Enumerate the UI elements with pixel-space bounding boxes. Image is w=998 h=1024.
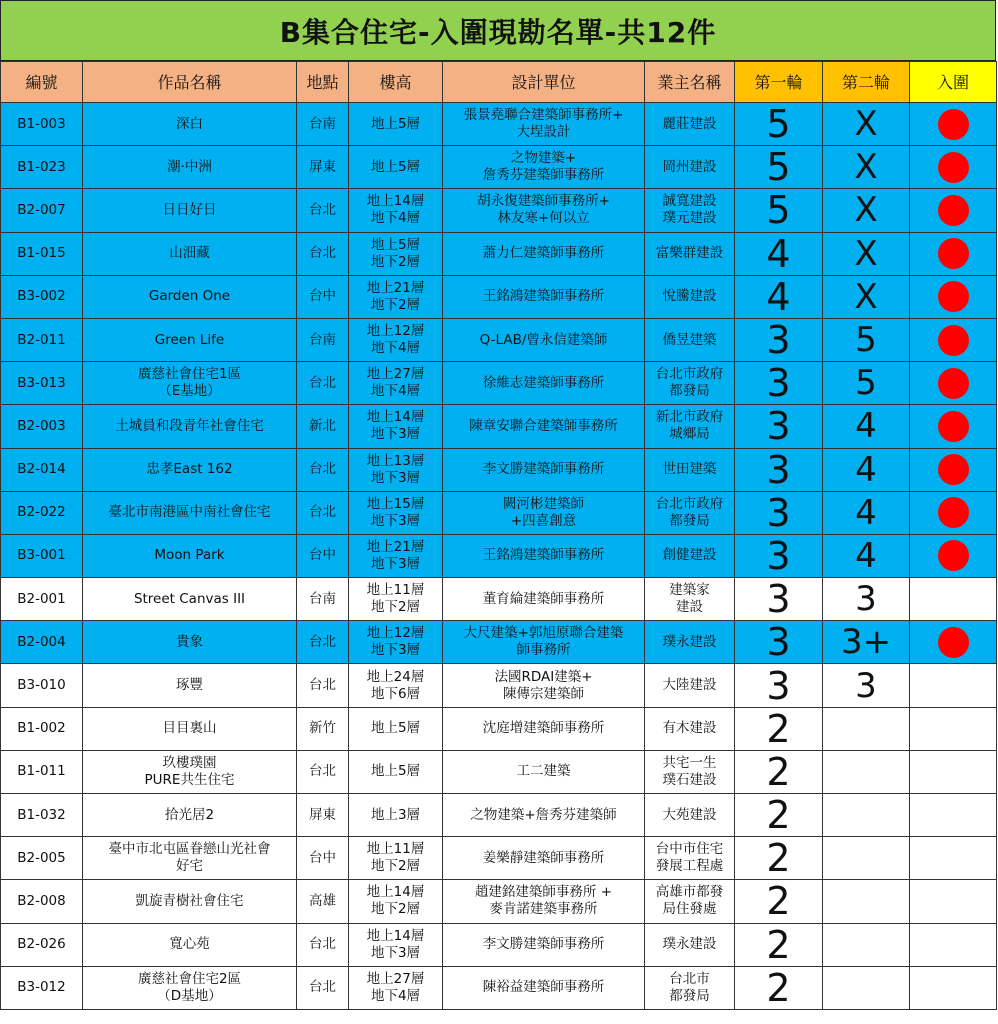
- header-location[interactable]: 地點: [297, 62, 349, 103]
- cell-round1[interactable]: 3: [735, 578, 823, 621]
- table-row: [1, 275, 997, 318]
- cell-name[interactable]: 寬心苑: [83, 923, 297, 966]
- cell-owner[interactable]: 誠寬建設 璞元建設: [645, 189, 735, 232]
- header-round1[interactable]: 第一輪: [735, 62, 823, 103]
- cell-floors[interactable]: 地上12層 地下4層: [349, 318, 443, 361]
- cell-round2[interactable]: [823, 880, 910, 923]
- header-id[interactable]: 編號: [1, 62, 83, 103]
- cell-id[interactable]: B2-003: [1, 405, 83, 448]
- table-body: [1, 103, 997, 1010]
- cell-round1[interactable]: 3: [735, 491, 823, 534]
- cell-owner[interactable]: 僑昱建築: [645, 318, 735, 361]
- cell-round1[interactable]: 5: [735, 103, 823, 146]
- cell-id[interactable]: B2-005: [1, 837, 83, 880]
- cell-round1[interactable]: 2: [735, 707, 823, 750]
- selected-dot-icon: [938, 540, 969, 571]
- cell-round2[interactable]: [823, 750, 910, 793]
- cell-round1[interactable]: 3: [735, 534, 823, 577]
- cell-location[interactable]: 台北: [297, 362, 349, 405]
- cell-name[interactable]: 忠孝East 162: [83, 448, 297, 491]
- cell-id[interactable]: B2-026: [1, 923, 83, 966]
- cell-floors[interactable]: 地上13層 地下3層: [349, 448, 443, 491]
- selected-dot-icon: [938, 195, 969, 226]
- cell-location[interactable]: 高雄: [297, 880, 349, 923]
- cell-id[interactable]: B2-014: [1, 448, 83, 491]
- cell-name[interactable]: 山沺藏: [83, 232, 297, 275]
- table-row: [1, 362, 997, 405]
- cell-selected[interactable]: [910, 232, 997, 275]
- cell-owner[interactable]: 大陸建設: [645, 664, 735, 707]
- cell-location[interactable]: 台北: [297, 621, 349, 664]
- cell-round1[interactable]: 2: [735, 837, 823, 880]
- cell-location[interactable]: 屏東: [297, 146, 349, 189]
- cell-owner[interactable]: 台北市政府 都發局: [645, 491, 735, 534]
- cell-owner[interactable]: 共宅一生 璞石建設: [645, 750, 735, 793]
- cell-owner[interactable]: 創健建設: [645, 534, 735, 577]
- header-round2[interactable]: 第二輪: [823, 62, 910, 103]
- cell-round1[interactable]: 5: [735, 189, 823, 232]
- shortlist-table: [0, 61, 997, 1010]
- cell-location[interactable]: 台北: [297, 966, 349, 1009]
- cell-location[interactable]: 台北: [297, 491, 349, 534]
- cell-round2[interactable]: 5: [823, 362, 910, 405]
- cell-id[interactable]: B3-002: [1, 275, 83, 318]
- cell-round2[interactable]: [823, 794, 910, 837]
- cell-id[interactable]: B2-001: [1, 578, 83, 621]
- cell-owner[interactable]: 台北市政府 都發局: [645, 362, 735, 405]
- cell-round1[interactable]: 4: [735, 232, 823, 275]
- selected-dot-icon: [938, 368, 969, 399]
- cell-location[interactable]: 台北: [297, 923, 349, 966]
- cell-round1[interactable]: 4: [735, 275, 823, 318]
- cell-round2[interactable]: [823, 837, 910, 880]
- cell-round2[interactable]: 5: [823, 318, 910, 361]
- cell-floors[interactable]: 地上5層: [349, 103, 443, 146]
- cell-selected[interactable]: [910, 750, 997, 793]
- table-row: [1, 750, 997, 793]
- cell-location[interactable]: 台北: [297, 750, 349, 793]
- cell-designer[interactable]: 沈庭增建築師事務所: [443, 707, 645, 750]
- cell-round1[interactable]: 2: [735, 794, 823, 837]
- cell-round1[interactable]: 5: [735, 146, 823, 189]
- cell-designer[interactable]: 張景堯聯合建築師事務所+ 大埕設計: [443, 103, 645, 146]
- cell-owner[interactable]: 有木建設: [645, 707, 735, 750]
- table-row: [1, 880, 997, 923]
- cell-name[interactable]: 日日好日: [83, 189, 297, 232]
- cell-floors[interactable]: 地上11層 地下2層: [349, 837, 443, 880]
- cell-name[interactable]: 臺北市南港區中南社會住宅: [83, 491, 297, 534]
- cell-selected[interactable]: [910, 491, 997, 534]
- table-row: [1, 621, 997, 664]
- cell-id[interactable]: B2-004: [1, 621, 83, 664]
- cell-name[interactable]: 土城員和段青年社會住宅: [83, 405, 297, 448]
- cell-round1[interactable]: 3: [735, 405, 823, 448]
- cell-name[interactable]: Green Life: [83, 318, 297, 361]
- cell-location[interactable]: 台北: [297, 448, 349, 491]
- cell-id[interactable]: B3-010: [1, 664, 83, 707]
- cell-name[interactable]: 玖樓璞園 PURE共生住宅: [83, 750, 297, 793]
- cell-name[interactable]: 潮‧中洲: [83, 146, 297, 189]
- selected-dot-icon: [938, 627, 969, 658]
- header-selected[interactable]: 入圍: [910, 62, 997, 103]
- selected-dot-icon: [938, 109, 969, 140]
- cell-selected[interactable]: [910, 405, 997, 448]
- cell-round1[interactable]: 2: [735, 880, 823, 923]
- cell-floors[interactable]: 地上5層 地下2層: [349, 232, 443, 275]
- cell-round2[interactable]: 4: [823, 491, 910, 534]
- cell-location[interactable]: 屏東: [297, 794, 349, 837]
- cell-round1[interactable]: 2: [735, 966, 823, 1009]
- cell-round2[interactable]: 4: [823, 405, 910, 448]
- cell-location[interactable]: 台中: [297, 837, 349, 880]
- cell-location[interactable]: 新竹: [297, 707, 349, 750]
- cell-designer[interactable]: 李文勝建築師事務所: [443, 923, 645, 966]
- header-owner[interactable]: 業主名稱: [645, 62, 735, 103]
- table-row: [1, 966, 997, 1009]
- cell-designer[interactable]: 大尺建築+郭旭原聯合建築 師事務所: [443, 621, 645, 664]
- cell-name[interactable]: 臺中市北屯區眷戀山光社會 好宅: [83, 837, 297, 880]
- cell-round2[interactable]: X: [823, 146, 910, 189]
- cell-selected[interactable]: [910, 318, 997, 361]
- cell-selected[interactable]: [910, 664, 997, 707]
- cell-id[interactable]: B1-015: [1, 232, 83, 275]
- cell-owner[interactable]: 台中市住宅 發展工程處: [645, 837, 735, 880]
- cell-round1[interactable]: 3: [735, 318, 823, 361]
- cell-floors[interactable]: 地上12層 地下3層: [349, 621, 443, 664]
- cell-selected[interactable]: [910, 923, 997, 966]
- cell-round2[interactable]: [823, 966, 910, 1009]
- cell-selected[interactable]: [910, 189, 997, 232]
- cell-round2[interactable]: X: [823, 189, 910, 232]
- sheet-title: B集合住宅-入圍現勘名單-共12件: [0, 0, 996, 61]
- selected-dot-icon: [938, 152, 969, 183]
- cell-designer[interactable]: 姜樂靜建築師事務所: [443, 837, 645, 880]
- cell-owner[interactable]: 岡州建設: [645, 146, 735, 189]
- table-row: [1, 405, 997, 448]
- cell-selected[interactable]: [910, 707, 997, 750]
- cell-round1[interactable]: 3: [735, 664, 823, 707]
- cell-selected[interactable]: [910, 578, 997, 621]
- cell-name[interactable]: 貴象: [83, 621, 297, 664]
- cell-round2[interactable]: X: [823, 232, 910, 275]
- table-row: [1, 189, 997, 232]
- cell-owner[interactable]: 璞永建設: [645, 923, 735, 966]
- table-row: [1, 923, 997, 966]
- cell-designer[interactable]: 趙建銘建築師事務所 + 麥肯諾建築事務所: [443, 880, 645, 923]
- cell-selected[interactable]: [910, 966, 997, 1009]
- cell-location[interactable]: 台北: [297, 664, 349, 707]
- cell-selected[interactable]: [910, 794, 997, 837]
- cell-designer[interactable]: 王銘鴻建築師事務所: [443, 275, 645, 318]
- cell-floors[interactable]: 地上14層 地下4層: [349, 189, 443, 232]
- cell-floors[interactable]: 地上14層 地下3層: [349, 923, 443, 966]
- cell-id[interactable]: B1-032: [1, 794, 83, 837]
- cell-floors[interactable]: 地上5層: [349, 750, 443, 793]
- cell-name[interactable]: 目目裏山: [83, 707, 297, 750]
- cell-location[interactable]: 新北: [297, 405, 349, 448]
- header-floors[interactable]: 樓高: [349, 62, 443, 103]
- cell-round2[interactable]: [823, 707, 910, 750]
- cell-round2[interactable]: 3: [823, 578, 910, 621]
- cell-id[interactable]: B1-002: [1, 707, 83, 750]
- cell-designer[interactable]: 陳裕益建築師事務所: [443, 966, 645, 1009]
- cell-owner[interactable]: 麗莊建設: [645, 103, 735, 146]
- cell-id[interactable]: B3-013: [1, 362, 83, 405]
- cell-id[interactable]: B1-023: [1, 146, 83, 189]
- cell-owner[interactable]: 世田建築: [645, 448, 735, 491]
- cell-designer[interactable]: 闕河彬建築師 +四喜創意: [443, 491, 645, 534]
- cell-designer[interactable]: 之物建築+詹秀芬建築師: [443, 794, 645, 837]
- selected-dot-icon: [938, 454, 969, 485]
- cell-id[interactable]: B1-003: [1, 103, 83, 146]
- table-row: [1, 707, 997, 750]
- cell-floors[interactable]: 地上24層 地下6層: [349, 664, 443, 707]
- cell-floors[interactable]: 地上21層 地下3層: [349, 534, 443, 577]
- cell-location[interactable]: 台南: [297, 318, 349, 361]
- cell-designer[interactable]: 董育綸建築師事務所: [443, 578, 645, 621]
- cell-designer[interactable]: 胡永復建築師事務所+ 林友寒+何以立: [443, 189, 645, 232]
- table-row: [1, 534, 997, 577]
- selected-dot-icon: [938, 411, 969, 442]
- table-row: [1, 448, 997, 491]
- cell-id[interactable]: B2-011: [1, 318, 83, 361]
- cell-selected[interactable]: [910, 534, 997, 577]
- cell-selected[interactable]: [910, 880, 997, 923]
- cell-name[interactable]: 深白: [83, 103, 297, 146]
- cell-name[interactable]: 琢豐: [83, 664, 297, 707]
- cell-selected[interactable]: [910, 275, 997, 318]
- cell-id[interactable]: B2-007: [1, 189, 83, 232]
- cell-floors[interactable]: 地上5層: [349, 707, 443, 750]
- table-row: [1, 578, 997, 621]
- cell-owner[interactable]: 台北市 都發局: [645, 966, 735, 1009]
- cell-floors[interactable]: 地上14層 地下2層: [349, 880, 443, 923]
- table-row: [1, 837, 997, 880]
- cell-name[interactable]: Moon Park: [83, 534, 297, 577]
- cell-floors[interactable]: 地上15層 地下3層: [349, 491, 443, 534]
- cell-floors[interactable]: 地上5層: [349, 146, 443, 189]
- cell-location[interactable]: 台北: [297, 189, 349, 232]
- cell-designer[interactable]: 蕭力仁建築師事務所: [443, 232, 645, 275]
- table-row: [1, 146, 997, 189]
- cell-name[interactable]: Garden One: [83, 275, 297, 318]
- cell-designer[interactable]: 之物建築+ 詹秀芬建築師事務所: [443, 146, 645, 189]
- selected-dot-icon: [938, 325, 969, 356]
- cell-floors[interactable]: 地上21層 地下2層: [349, 275, 443, 318]
- table-row: [1, 103, 997, 146]
- cell-floors[interactable]: 地上14層 地下3層: [349, 405, 443, 448]
- cell-name[interactable]: 拾光居2: [83, 794, 297, 837]
- selected-dot-icon: [938, 497, 969, 528]
- cell-id[interactable]: B3-001: [1, 534, 83, 577]
- table-row: [1, 491, 997, 534]
- cell-round2[interactable]: 3: [823, 664, 910, 707]
- cell-owner[interactable]: 璞永建設: [645, 621, 735, 664]
- selected-dot-icon: [938, 281, 969, 312]
- table-row: [1, 794, 997, 837]
- cell-round2[interactable]: X: [823, 275, 910, 318]
- cell-location[interactable]: 台中: [297, 275, 349, 318]
- cell-floors[interactable]: 地上27層 地下4層: [349, 966, 443, 1009]
- cell-id[interactable]: B2-022: [1, 491, 83, 534]
- cell-floors[interactable]: 地上3層: [349, 794, 443, 837]
- cell-owner[interactable]: 大苑建設: [645, 794, 735, 837]
- cell-round1[interactable]: 3: [735, 448, 823, 491]
- cell-designer[interactable]: 工二建築: [443, 750, 645, 793]
- cell-designer[interactable]: Q-LAB/曾永信建築師: [443, 318, 645, 361]
- table-row: [1, 318, 997, 361]
- cell-designer[interactable]: 徐維志建築師事務所: [443, 362, 645, 405]
- cell-round2[interactable]: X: [823, 103, 910, 146]
- cell-selected[interactable]: [910, 621, 997, 664]
- cell-name[interactable]: Street Canvas III: [83, 578, 297, 621]
- table-row: [1, 232, 997, 275]
- cell-round1[interactable]: 2: [735, 750, 823, 793]
- cell-round1[interactable]: 3: [735, 362, 823, 405]
- cell-location[interactable]: 台南: [297, 578, 349, 621]
- cell-owner[interactable]: 新北市政府 城鄉局: [645, 405, 735, 448]
- cell-owner[interactable]: 富樂群建設: [645, 232, 735, 275]
- cell-location[interactable]: 台南: [297, 103, 349, 146]
- cell-selected[interactable]: [910, 448, 997, 491]
- cell-designer[interactable]: 李文勝建築師事務所: [443, 448, 645, 491]
- header-row: [1, 62, 997, 103]
- cell-round1[interactable]: 2: [735, 923, 823, 966]
- cell-name[interactable]: 廣慈社會住宅1區 （E基地）: [83, 362, 297, 405]
- cell-round2[interactable]: 4: [823, 534, 910, 577]
- cell-selected[interactable]: [910, 837, 997, 880]
- cell-round2[interactable]: 4: [823, 448, 910, 491]
- table-row: [1, 664, 997, 707]
- cell-selected[interactable]: [910, 362, 997, 405]
- cell-location[interactable]: 台北: [297, 232, 349, 275]
- cell-designer[interactable]: 陳章安聯合建築師事務所: [443, 405, 645, 448]
- cell-id[interactable]: B1-011: [1, 750, 83, 793]
- cell-selected[interactable]: [910, 146, 997, 189]
- cell-designer[interactable]: 法國RDAI建築+ 陳傳宗建築師: [443, 664, 645, 707]
- cell-round1[interactable]: 3: [735, 621, 823, 664]
- cell-name[interactable]: 廣慈社會住宅2區 （D基地）: [83, 966, 297, 1009]
- cell-owner[interactable]: 高雄市都發 局住發處: [645, 880, 735, 923]
- cell-floors[interactable]: 地上27層 地下4層: [349, 362, 443, 405]
- cell-designer[interactable]: 王銘鴻建築師事務所: [443, 534, 645, 577]
- cell-id[interactable]: B2-008: [1, 880, 83, 923]
- cell-owner[interactable]: 悅騰建設: [645, 275, 735, 318]
- selected-dot-icon: [938, 238, 969, 269]
- cell-owner[interactable]: 建築家 建設: [645, 578, 735, 621]
- cell-round2[interactable]: [823, 923, 910, 966]
- cell-name[interactable]: 凱旋青樹社會住宅: [83, 880, 297, 923]
- header-designer[interactable]: 設計單位: [443, 62, 645, 103]
- cell-id[interactable]: B3-012: [1, 966, 83, 1009]
- cell-floors[interactable]: 地上11層 地下2層: [349, 578, 443, 621]
- cell-round2[interactable]: 3+: [823, 621, 910, 664]
- cell-selected[interactable]: [910, 103, 997, 146]
- cell-location[interactable]: 台中: [297, 534, 349, 577]
- header-name[interactable]: 作品名稱: [83, 62, 297, 103]
